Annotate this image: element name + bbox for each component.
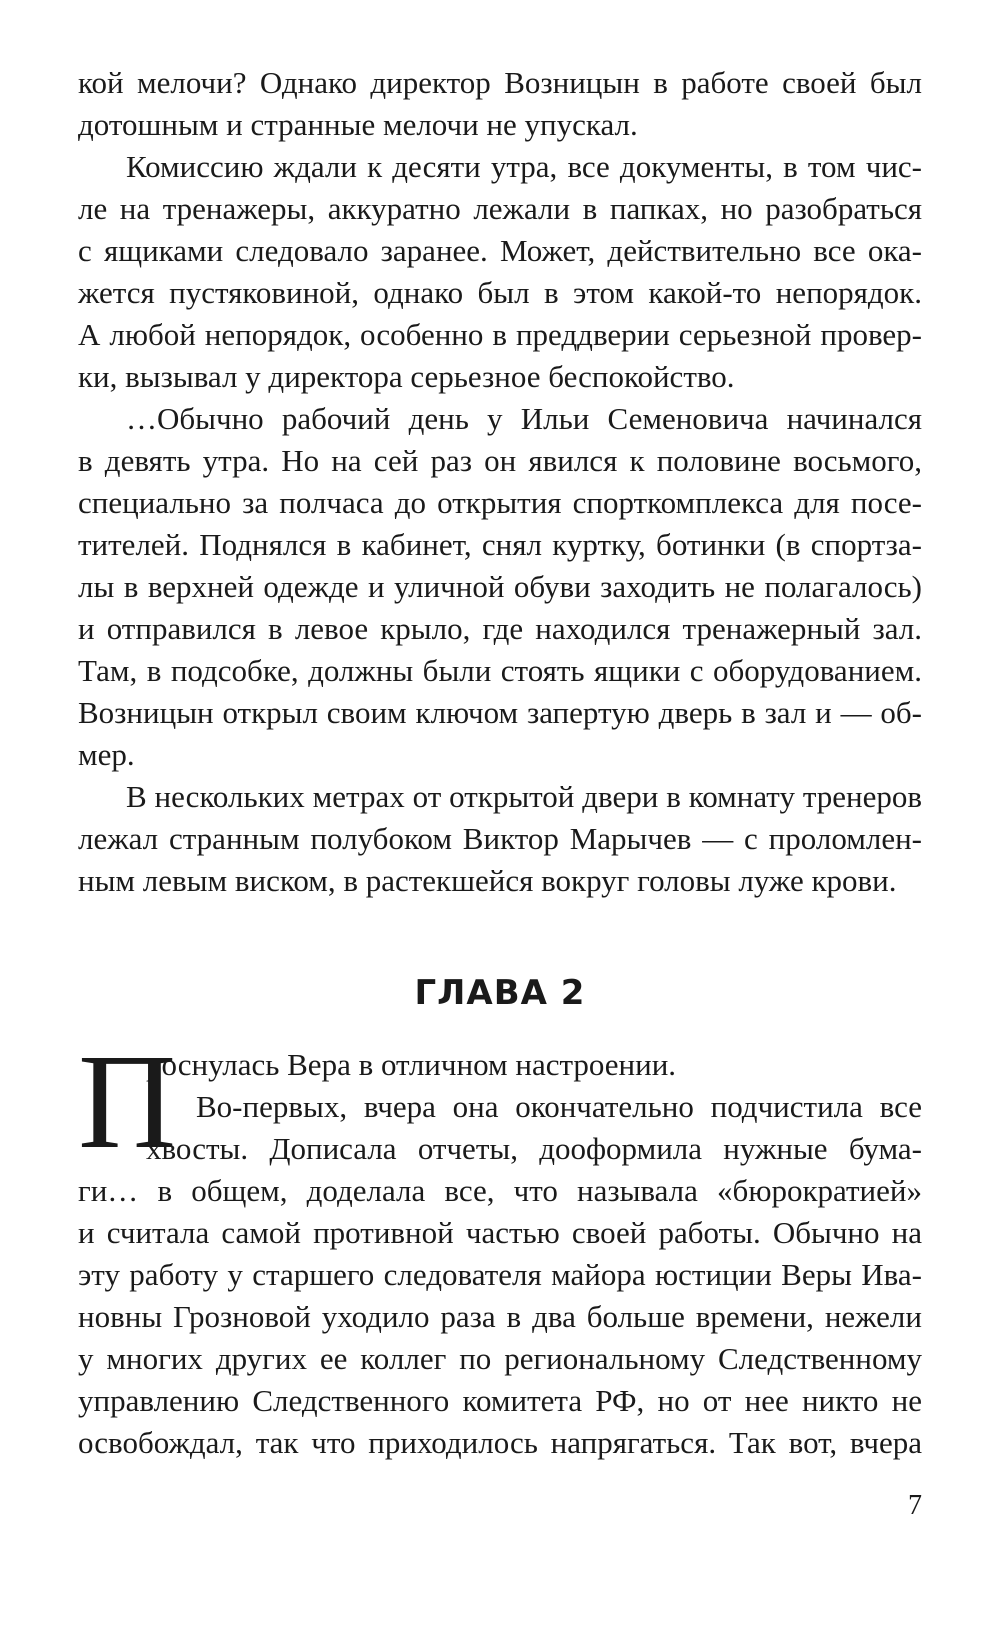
text-line: ги… в общем, доделала все, что называла «бюрократией» bbox=[78, 1173, 922, 1208]
text-line: хвосты. Дописала отчеты, дооформила нужные бума- bbox=[146, 1131, 922, 1166]
page-number: 7 bbox=[908, 1490, 922, 1521]
text-line: Комиссию ждали к десяти утра, все документы, в том чис- bbox=[126, 149, 922, 184]
text-line: эту работу у старшего следователя майора юстиции Веры Ива- bbox=[78, 1257, 922, 1292]
text-line: у многих других ее коллег по региональному Следственному bbox=[78, 1341, 922, 1376]
chapter-opening bbox=[78, 1027, 922, 1464]
text-line: Во-первых, вчера она окончательно подчистила все bbox=[196, 1089, 922, 1124]
paragraph-1 bbox=[78, 62, 922, 146]
text-line: лежал странным полубоком Виктор Марычев — с проломлен- bbox=[78, 821, 922, 856]
text-line: освобождал, так что приходилось напрягаться. Так вот, вчера bbox=[78, 1425, 922, 1460]
text-line: Возницын открыл своим ключом запертую дверь в зал и — об- bbox=[78, 695, 922, 730]
paragraph-2 bbox=[78, 146, 922, 398]
paragraph-4 bbox=[78, 776, 922, 902]
text-line: кой мелочи? Однако директор Возницын в работе своей был bbox=[78, 65, 922, 100]
paragraph-3 bbox=[78, 398, 922, 776]
drop-cap: П bbox=[78, 1027, 177, 1177]
text-line: ным левым виском, в растекшейся вокруг головы луже крови. bbox=[78, 863, 897, 898]
text-line: А любой непорядок, особенно в преддверии серьезной провер- bbox=[78, 317, 922, 352]
text-line: дотошным и странные мелочи не упускал. bbox=[78, 107, 638, 142]
chapter-title: ГЛАВА 2 bbox=[414, 973, 586, 1013]
text-line: ле на тренажеры, аккуратно лежали в папках, но разобраться bbox=[78, 191, 922, 226]
text-line: Там, в подсобке, должны были стоять ящики с оборудованием. bbox=[78, 653, 922, 688]
text-line: и отправился в левое крыло, где находился тренажерный зал. bbox=[78, 611, 922, 646]
text-line: роснулась Вера в отличном настроении. bbox=[146, 1047, 677, 1082]
text-line: управлению Следственного комитета РФ, но от нее никто не bbox=[78, 1383, 922, 1418]
text-line: специально за полчаса до открытия спорткомплекса для посе- bbox=[78, 485, 922, 520]
text-line: …Обычно рабочий день у Ильи Семеновича начинался bbox=[126, 401, 922, 436]
text-line: ки, вызывал у директора серьезное беспокойство. bbox=[78, 359, 735, 394]
text-line: тителей. Поднялся в кабинет, снял куртку, ботинки (в спортза- bbox=[78, 527, 922, 562]
text-line: лы в верхней одежде и уличной обуви заходить не полагалось) bbox=[78, 569, 922, 604]
text-line: новны Грозновой уходило раза в два больше времени, нежели bbox=[78, 1299, 922, 1334]
text-line: В нескольких метрах от открытой двери в комнату тренеров bbox=[126, 779, 922, 814]
book-page bbox=[78, 62, 922, 1464]
text-line: жется пустяковиной, однако был в этом какой-то непорядок. bbox=[78, 275, 922, 310]
text-line: с ящиками следовало заранее. Может, действительно все ока- bbox=[78, 233, 922, 268]
text-line: мер. bbox=[78, 737, 135, 772]
text-line: в девять утра. Но на сей раз он явился к половине восьмого, bbox=[78, 443, 922, 478]
text-line: и считала самой противной частью своей работы. Обычно на bbox=[78, 1215, 922, 1250]
